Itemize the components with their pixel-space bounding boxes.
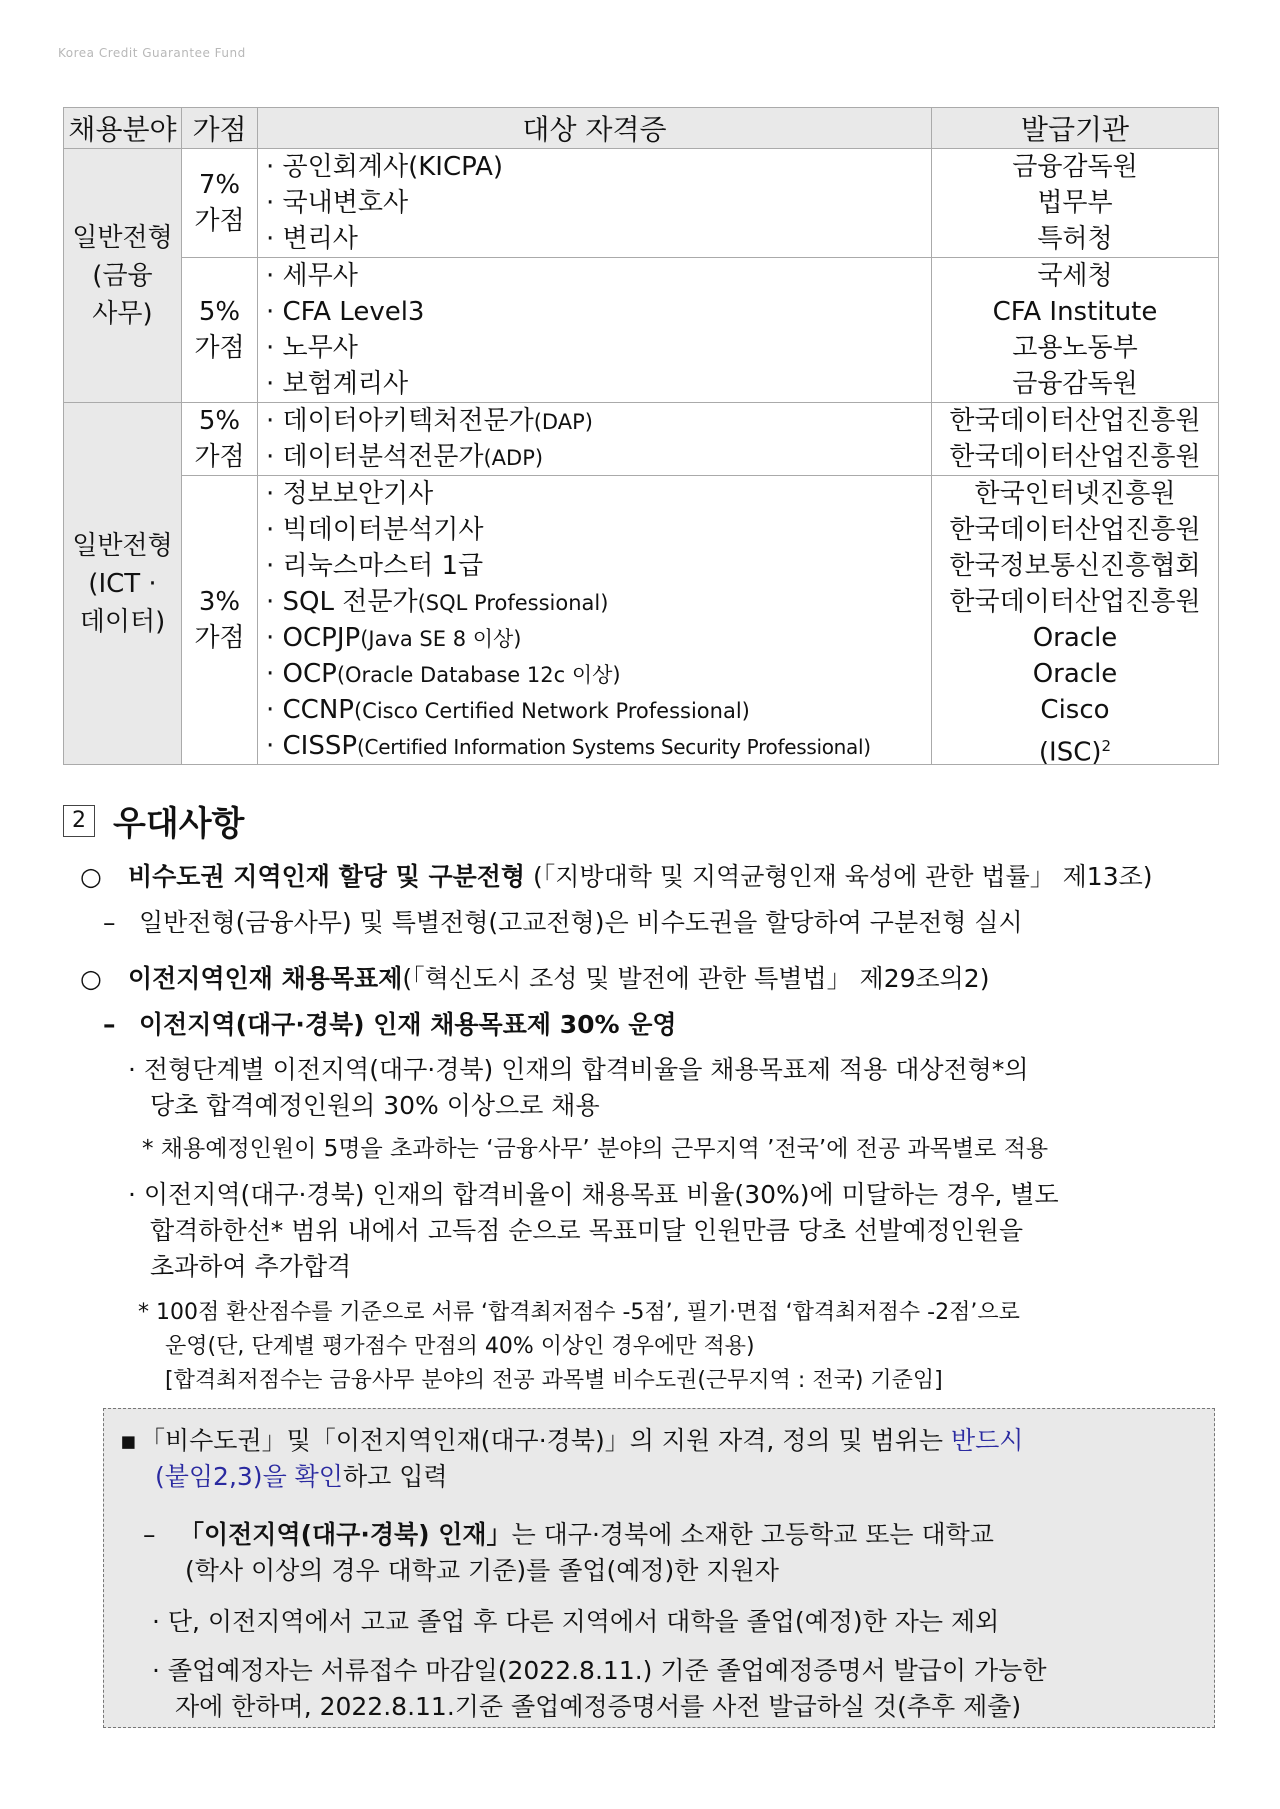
certificate-item: · 공인회계사(KICPA) bbox=[266, 152, 504, 182]
certificate-table bbox=[63, 107, 1219, 765]
notice-line: ▪ 「비수도권」및「이전지역인재(대구·경북)」의 지원 자격, 정의 및 범위는 반드시 bbox=[120, 1424, 1023, 1458]
table-row bbox=[64, 476, 1219, 765]
table-row bbox=[64, 258, 1219, 403]
table-row bbox=[64, 403, 1219, 476]
bonus-cell bbox=[182, 149, 258, 258]
preference-item-1-detail: – 일반전형(금융사무) 및 특별전형(고교전형)은 비수도권을 할당하여 구분전형 실시 bbox=[103, 906, 1023, 940]
certificate-item: · 노무사 bbox=[266, 333, 358, 363]
certificate-item: · 데이터분석전문가(ADP) bbox=[266, 442, 544, 472]
certificates-cell bbox=[258, 403, 932, 476]
field-label: (ICT · bbox=[88, 568, 157, 599]
footnote: * 채용예정인원이 5명을 초과하는 ‘금융사무’ 분야의 근무지역 ’전국’에 전공 과목별로 적용 bbox=[142, 1136, 1049, 1162]
issuers-cell bbox=[932, 149, 1219, 258]
issuer-item: 고용노동부 bbox=[1012, 333, 1138, 363]
issuer-item: 금융감독원 bbox=[1012, 152, 1138, 182]
issuers-cell bbox=[932, 258, 1219, 403]
certificate-item: · CFA Level3 bbox=[266, 297, 425, 327]
paragraph-line: 당초 합격예정인원의 30% 이상으로 채용 bbox=[150, 1091, 600, 1120]
issuer-item: 특허청 bbox=[1037, 224, 1113, 254]
bonus-cell bbox=[182, 258, 258, 403]
issuer-item: (ISC)$^2$ bbox=[1038, 737, 1112, 764]
certificate-item: · 국내변호사 bbox=[266, 188, 409, 218]
issuer-item: Oracle bbox=[1032, 659, 1118, 689]
bonus-label: 가점 bbox=[194, 333, 245, 363]
field-cell bbox=[64, 403, 182, 765]
field-cell bbox=[64, 149, 182, 403]
paragraph-line: 합격하한선* 범위 내에서 고득점 순으로 목표미달 인원만큼 당초 선발예정인원을 bbox=[150, 1216, 1024, 1245]
paragraph-line: · 이전지역(대구·경북) 인재의 합격비율이 채용목표 비율(30%)에 미달하는 경우, 별도 bbox=[128, 1180, 1059, 1209]
square-bullet-icon: ▪ bbox=[120, 1426, 137, 1455]
issuer-item: 금융감독원 bbox=[1012, 369, 1138, 399]
field-label: 사무) bbox=[92, 298, 153, 329]
header-field: 채용분야 bbox=[64, 108, 182, 149]
notice-line: (학사 이상의 경우 대학교 기준)를 졸업(예정)한 지원자 bbox=[185, 1556, 779, 1585]
bonus-label: 가점 bbox=[194, 206, 245, 236]
issuer-item: 한국데이터산업진흥원 bbox=[949, 406, 1201, 436]
bonus-label: 가점 bbox=[194, 442, 245, 472]
issuers-cell bbox=[932, 403, 1219, 476]
certificate-item: · 변리사 bbox=[266, 224, 358, 254]
field-label: 데이터) bbox=[79, 606, 166, 637]
certificate-item: · SQL 전문가(SQL Professional) bbox=[266, 587, 609, 617]
bonus-cell bbox=[182, 403, 258, 476]
issuer-item: Cisco bbox=[1040, 695, 1110, 725]
bonus-label: 가점 bbox=[194, 623, 245, 653]
section-title: 우대사항 bbox=[113, 804, 245, 844]
certificate-item: · 보험계리사 bbox=[266, 369, 409, 399]
field-label: 일반전형 bbox=[72, 222, 173, 253]
certificate-item: · CCNP(Cisco Certified Network Professional) bbox=[266, 695, 750, 725]
issuer-item: Oracle bbox=[1032, 623, 1118, 653]
certificate-item: · 데이터아키텍처전문가(DAP) bbox=[266, 406, 593, 436]
bonus-percent: 3% bbox=[198, 587, 241, 617]
table-header-row bbox=[64, 108, 1219, 149]
certificate-item: · 리눅스마스터 1급 bbox=[266, 551, 484, 581]
bonus-percent: 5% bbox=[198, 406, 241, 436]
footnote: 운영(단, 단계별 평가점수 만점의 40% 이상인 경우에만 적용) bbox=[165, 1334, 755, 1359]
dash-bullet-icon: – bbox=[103, 908, 116, 937]
paragraph-line: 초과하여 추가합격 bbox=[150, 1252, 352, 1281]
issuer-item: 한국정보통신진흥협회 bbox=[949, 551, 1201, 581]
certificate-item: · OCP(Oracle Database 12c 이상) bbox=[266, 659, 621, 689]
certificates-cell bbox=[258, 476, 932, 765]
issuer-item: 한국데이터산업진흥원 bbox=[949, 587, 1201, 617]
field-label: (금융 bbox=[92, 260, 153, 291]
issuer-item: 국세청 bbox=[1037, 261, 1113, 291]
dash-bullet-icon: – bbox=[103, 1010, 116, 1039]
issuer-item: 한국데이터산업진흥원 bbox=[949, 515, 1201, 545]
circle-bullet-icon: ○ bbox=[80, 862, 102, 891]
circle-bullet-icon: ○ bbox=[80, 964, 102, 993]
certificate-item: · 빅데이터분석기사 bbox=[266, 515, 484, 545]
preference-item-1: ○ 비수도권 지역인재 할당 및 구분전형 (「지방대학 및 지역균형인재 육성에 관한 법률」 제13조) bbox=[80, 860, 1153, 894]
header-issuer: 발급기관 bbox=[932, 108, 1219, 149]
paragraph-line: · 전형단계별 이전지역(대구·경북) 인재의 합격비율을 채용목표제 적용 대상전형*의 bbox=[128, 1055, 1029, 1084]
header-certificates: 대상 자격증 bbox=[258, 108, 932, 149]
dash-bullet-icon: – bbox=[143, 1520, 156, 1549]
certificate-item: · CISSP(Certified Information Systems Security Professional) bbox=[266, 731, 871, 761]
certificate-item: · 세무사 bbox=[266, 261, 358, 291]
bonus-percent: 5% bbox=[198, 297, 241, 327]
section-heading bbox=[63, 796, 244, 845]
notice-line: · 졸업예정자는 서류접수 마감일(2022.8.11.) 기준 졸업예정증명서 발급이 가능한 bbox=[152, 1656, 1047, 1685]
issuer-item: 한국인터넷진흥원 bbox=[974, 479, 1176, 509]
issuer-item: 한국데이터산업진흥원 bbox=[949, 442, 1201, 472]
notice-line: (붙임2,3)을 확인하고 입력 bbox=[155, 1462, 448, 1491]
notice-line: · 단, 이전지역에서 고교 졸업 후 다른 지역에서 대학을 졸업(예정)한 자는 제외 bbox=[152, 1607, 1000, 1636]
certificates-cell bbox=[258, 149, 932, 258]
notice-line: – 「이전지역(대구·경북) 인재」는 대구·경북에 소재한 고등학교 또는 대학교 bbox=[143, 1518, 994, 1552]
footnote: [합격최저점수는 금융사무 분야의 전공 과목별 비수도권(근무지역 : 전국) 기준임] bbox=[165, 1368, 943, 1393]
footnote: * 100점 환산점수를 기준으로 서류 ‘합격최저점수 -5점’, 필기·면접 ‘합격최저점수 -2점’으로 bbox=[138, 1300, 1020, 1325]
header-bonus: 가점 bbox=[182, 108, 258, 149]
notice-line: 자에 한하며, 2022.8.11.기준 졸업예정증명서를 사전 발급하실 것(추후 제출) bbox=[175, 1692, 1022, 1721]
section-number: 2 bbox=[63, 805, 95, 837]
issuer-item: CFA Institute bbox=[992, 297, 1158, 327]
certificates-cell bbox=[258, 258, 932, 403]
field-label: 일반전형 bbox=[72, 530, 173, 561]
page-header: Korea Credit Guarantee Fund bbox=[58, 46, 246, 60]
issuer-item: 법무부 bbox=[1037, 188, 1113, 218]
preference-item-2-sub: – 이전지역(대구·경북) 인재 채용목표제 30% 운영 bbox=[103, 1008, 677, 1042]
certificate-item: · 정보보안기사 bbox=[266, 479, 434, 509]
bonus-cell bbox=[182, 476, 258, 765]
bonus-percent: 7% bbox=[198, 170, 241, 200]
certificate-item: · OCPJP(Java SE 8 이상) bbox=[266, 623, 522, 653]
preference-item-2: ○ 이전지역인재 채용목표제(「혁신도시 조성 및 발전에 관한 특별법」 제29조의2) bbox=[80, 962, 989, 996]
table-row bbox=[64, 149, 1219, 258]
issuers-cell bbox=[932, 476, 1219, 765]
